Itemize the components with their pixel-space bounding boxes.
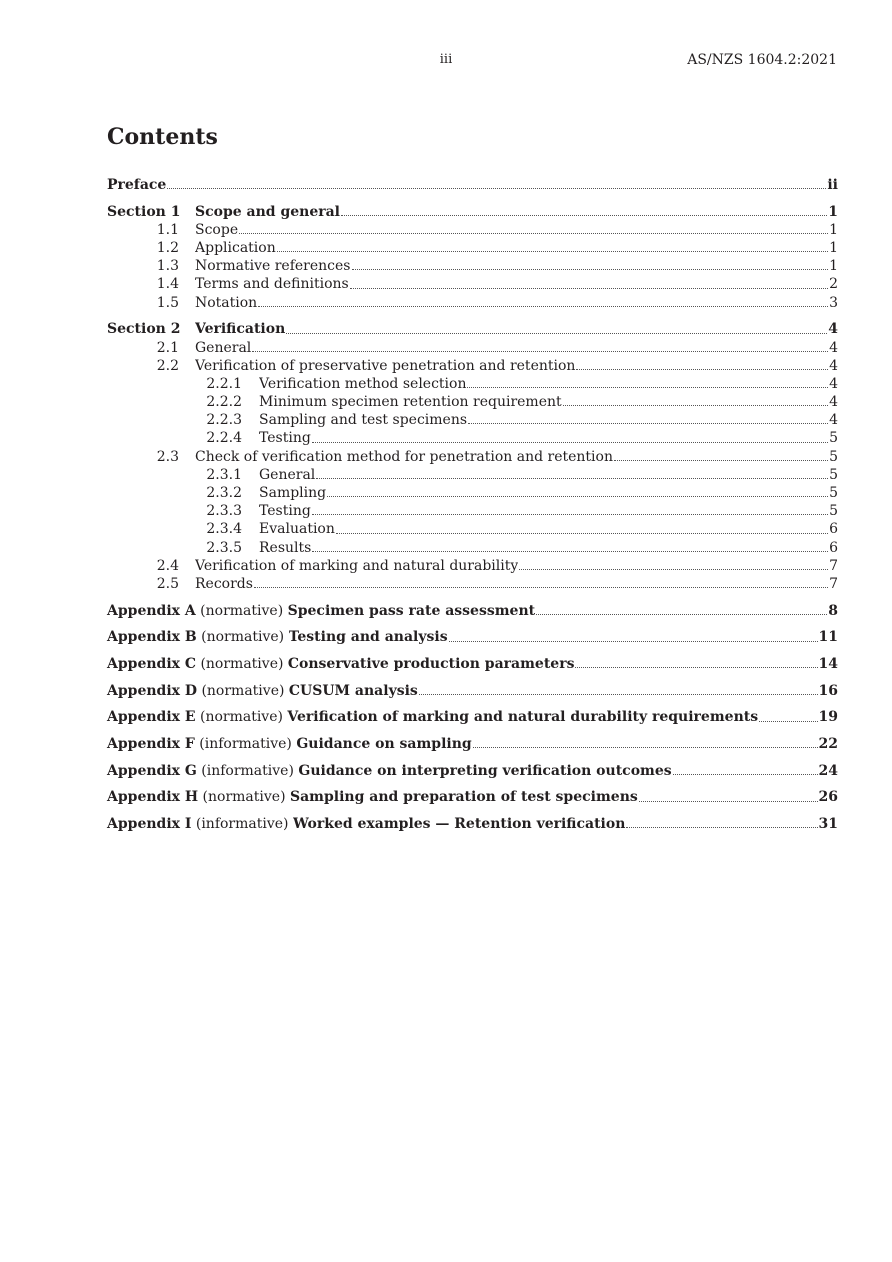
clause-number: 2.3.5: [206, 539, 242, 556]
clause-number: 2.2.1: [206, 375, 242, 392]
toc-page-number: 1: [829, 221, 838, 238]
clause-number: 2.2.3: [206, 412, 242, 429]
toc-entry-clause[interactable]: [107, 294, 838, 312]
appendix-type: (informative): [201, 762, 294, 779]
appendix-title: Conservative production parameters: [287, 656, 575, 672]
toc-entry-clause[interactable]: [107, 557, 838, 575]
toc-entry-clause[interactable]: [107, 539, 838, 557]
toc-page-number: 14: [818, 656, 838, 672]
toc-page-number: 6: [829, 521, 838, 538]
dot-leader: [626, 826, 817, 828]
dot-leader: [286, 332, 827, 334]
dot-leader: [536, 613, 827, 615]
clause-title: Sampling: [259, 485, 327, 501]
section-label: Section 2: [107, 321, 181, 338]
clause-number: 2.2.4: [206, 430, 242, 447]
appendix-title: Worked examples — Retention verification: [292, 816, 626, 833]
toc-page-number: 16: [818, 682, 838, 699]
toc-entry-clause[interactable]: [107, 239, 838, 257]
dot-leader: [473, 746, 818, 748]
appendix-label: Appendix F: [107, 736, 195, 753]
toc-entry-appendix[interactable]: [107, 762, 838, 780]
toc-page-number: 6: [829, 539, 838, 556]
section-label: Section 1: [107, 203, 181, 220]
toc-entry-clause[interactable]: [107, 429, 838, 447]
dot-leader: [352, 268, 829, 270]
appendix-title: Sampling and preparation of test specimens: [289, 789, 638, 806]
appendix-title: Guidance on sampling: [296, 736, 472, 753]
clause-title: Check of verification method for penetration and retention: [195, 448, 613, 465]
clause-number: 2.2.2: [206, 394, 242, 411]
clause-title: Records: [195, 575, 253, 592]
dot-leader: [563, 404, 828, 406]
clause-title: Testing: [259, 503, 311, 520]
dot-leader: [167, 187, 826, 189]
clause-number: 2.5: [156, 575, 179, 592]
toc-entry-appendix[interactable]: [107, 735, 838, 753]
dot-leader: [252, 350, 828, 352]
dot-leader: [614, 459, 828, 461]
clause-number: 1.3: [156, 258, 179, 275]
appendix-type: (normative): [199, 709, 283, 726]
clause-title: General: [259, 466, 316, 483]
appendix-type: (normative): [202, 789, 286, 806]
dot-leader: [468, 422, 828, 424]
dot-leader: [312, 441, 828, 443]
dot-leader: [277, 250, 828, 252]
dot-leader: [519, 568, 828, 570]
toc-entry-appendix[interactable]: [107, 602, 838, 620]
toc-entry-clause[interactable]: [107, 275, 838, 293]
clause-number: 1.1: [156, 221, 179, 238]
clause-title: Testing: [259, 430, 311, 447]
toc-entry-appendix[interactable]: [107, 628, 838, 646]
appendix-label: Appendix A: [107, 602, 196, 619]
dot-leader: [639, 800, 818, 802]
toc-entry-preface[interactable]: [107, 176, 838, 194]
toc-entry-clause[interactable]: [107, 411, 838, 429]
appendix-label: Appendix D: [107, 682, 197, 699]
toc-page-number: 5: [829, 430, 838, 447]
toc-entry-label: Preface: [107, 177, 167, 193]
toc-entry-clause[interactable]: [107, 466, 838, 484]
dot-leader: [312, 550, 828, 552]
toc-page-number: 3: [829, 294, 838, 311]
toc-page-number: ii: [827, 177, 838, 193]
clause-title: Evaluation: [259, 521, 335, 538]
appendix-label: Appendix E: [107, 709, 196, 726]
toc-entry-clause[interactable]: [107, 357, 838, 375]
clause-number: 1.2: [156, 240, 179, 257]
clause-title: Sampling and test specimens: [259, 412, 468, 429]
toc-entry-clause[interactable]: [107, 339, 838, 357]
clause-number: 2.1: [156, 339, 179, 356]
toc-page-number: 1: [828, 203, 838, 220]
standard-identifier: AS/NZS 1604.2:2021: [687, 52, 837, 68]
toc-entry-section-2[interactable]: [107, 320, 838, 338]
clause-number: 2.3.1: [206, 466, 242, 483]
toc-page-number: 4: [829, 375, 838, 392]
dot-leader: [341, 214, 827, 216]
toc-page-number: 1: [829, 258, 838, 275]
appendix-type: (normative): [200, 602, 284, 619]
clause-number: 2.3.4: [206, 521, 242, 538]
dot-leader: [673, 773, 818, 775]
dot-leader: [254, 586, 828, 588]
dot-leader: [575, 666, 817, 668]
appendix-title: Testing and analysis: [288, 629, 448, 646]
clause-title: Terms and definitions: [195, 276, 349, 293]
clause-number: 1.5: [156, 294, 179, 311]
clause-title: Notation: [195, 294, 258, 311]
contents-title: Contents: [107, 124, 218, 150]
clause-title: Verification of preservative penetration and retention: [195, 357, 576, 374]
toc-entry-clause[interactable]: [107, 502, 838, 520]
clause-number: 2.4: [156, 557, 179, 574]
toc-page-number: 26: [818, 789, 838, 806]
section-title: Verification: [195, 321, 286, 338]
toc-entry-clause[interactable]: [107, 221, 838, 239]
toc-page-number: 5: [829, 466, 838, 483]
clause-number: 2.2: [156, 357, 179, 374]
clause-title: Results: [259, 539, 312, 556]
dot-leader: [336, 532, 828, 534]
dot-leader: [759, 720, 817, 722]
appendix-label: Appendix G: [107, 762, 197, 779]
toc-entry-clause[interactable]: [107, 520, 838, 538]
appendix-type: (normative): [201, 682, 285, 699]
dot-leader: [350, 287, 828, 289]
appendix-type: (informative): [195, 816, 289, 833]
clause-title: Scope: [195, 221, 239, 238]
appendix-title: Guidance on interpreting verification outcomes: [298, 762, 672, 779]
appendix-title: Specimen pass rate assessment: [287, 602, 536, 619]
toc-page-number: 7: [829, 557, 838, 574]
appendix-label: Appendix B: [107, 629, 197, 646]
toc-entry-clause[interactable]: [107, 575, 838, 593]
appendix-label: Appendix H: [107, 789, 199, 806]
page-number: iii: [439, 52, 453, 67]
toc-entry-clause[interactable]: [107, 393, 838, 411]
dot-leader: [419, 693, 818, 695]
toc-page-number: 4: [828, 321, 838, 338]
dot-leader: [239, 232, 828, 234]
toc-page-number: 8: [828, 602, 838, 619]
toc-entry-section-1[interactable]: [107, 203, 838, 221]
toc-entry-clause[interactable]: [107, 375, 838, 393]
toc-entry-clause[interactable]: [107, 484, 838, 502]
clause-title: Verification method selection: [259, 375, 467, 392]
toc-page-number: 2: [829, 276, 838, 293]
dot-leader: [316, 477, 828, 479]
table-of-contents: [107, 176, 838, 833]
appendix-title: Verification of marking and natural durability requirements: [287, 709, 759, 726]
toc-entry-appendix[interactable]: [107, 682, 838, 700]
clause-number: 1.4: [156, 276, 179, 293]
toc-page-number: 4: [829, 394, 838, 411]
toc-page-number: 5: [829, 503, 838, 520]
appendix-label: Appendix C: [107, 656, 196, 672]
appendix-type: (normative): [200, 656, 284, 672]
appendix-type: (informative): [199, 736, 292, 753]
toc-entry-appendix[interactable]: [107, 815, 838, 833]
toc-entry-appendix[interactable]: [107, 655, 838, 673]
toc-page-number: 5: [829, 448, 838, 465]
toc-page-number: 22: [818, 736, 838, 753]
clause-number: 2.3: [156, 448, 179, 465]
clause-number: 2.3.2: [206, 485, 242, 501]
clause-title: Application: [195, 240, 276, 257]
appendix-label: Appendix I: [107, 816, 192, 833]
appendix-title: CUSUM analysis: [288, 682, 418, 699]
toc-page-number: 5: [829, 485, 838, 501]
clause-title: Verification of marking and natural durability: [195, 557, 519, 574]
section-title: Scope and general: [195, 203, 341, 220]
toc-entry-appendix[interactable]: [107, 788, 838, 806]
appendix-type: (normative): [201, 629, 285, 646]
clause-title: General: [195, 339, 252, 356]
toc-entry-appendix[interactable]: [107, 708, 838, 726]
toc-page-number: 4: [829, 339, 838, 356]
clause-title: Normative references: [195, 258, 351, 275]
dot-leader: [449, 640, 818, 642]
dot-leader: [327, 495, 828, 497]
clause-number: 2.3.3: [206, 503, 242, 520]
toc-page-number: 31: [818, 816, 838, 833]
toc-entry-clause[interactable]: [107, 448, 838, 466]
toc-page-number: 19: [818, 709, 838, 726]
toc-page-number: 4: [829, 412, 838, 429]
dot-leader: [576, 368, 828, 370]
toc-page-number: 4: [829, 357, 838, 374]
toc-page-number: 7: [829, 575, 838, 592]
clause-title: Minimum specimen retention requirement: [259, 394, 562, 411]
toc-entry-clause[interactable]: [107, 257, 838, 275]
dot-leader: [312, 513, 828, 515]
toc-page-number: 1: [829, 240, 838, 257]
toc-page-number: 11: [818, 629, 838, 646]
toc-page-number: 24: [818, 762, 838, 779]
dot-leader: [467, 386, 828, 388]
dot-leader: [258, 305, 828, 307]
